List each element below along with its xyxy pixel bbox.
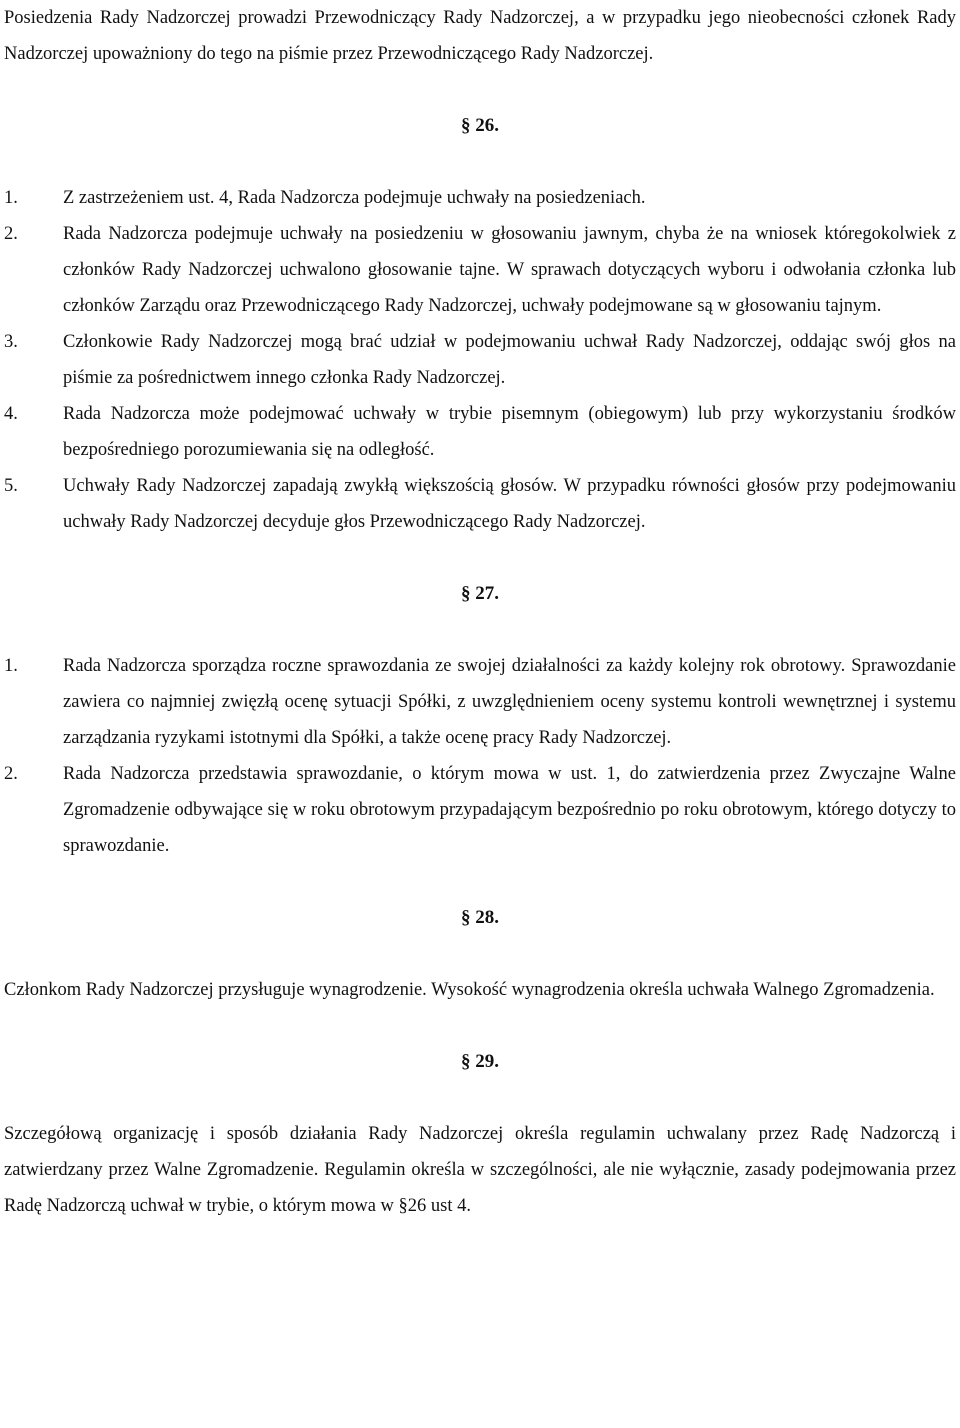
item-number: 4. xyxy=(4,404,18,424)
spacer xyxy=(4,1008,956,1044)
spacer xyxy=(4,540,956,576)
spacer xyxy=(4,144,956,180)
spacer xyxy=(4,864,956,900)
list-item xyxy=(4,648,956,756)
spacer xyxy=(4,1080,956,1116)
spacer xyxy=(4,72,956,108)
intro-paragraph: Posiedzenia Rady Nadzorczej prowadzi Przewodniczący Rady Nadzorczej, a w przypadku jego nieobecności członek Rady Nadzorczej upoważniony do tego na piśmie przez Przewodniczącego Rady Nadzorczej. xyxy=(4,8,956,64)
item-text: Rada Nadzorcza sporządza roczne sprawozdania ze swojej działalności za każdy kolejny rok obrotowy. Sprawozdanie zawiera co najmniej zwięzłą ocenę sytuacji Spółki, z uwzględnieniem oceny systemu kontroli wewnętrznej i systemu zarządzania ryzykami istotnymi dla Spółki, a także ocenę pracy Rady Nadzorczej. xyxy=(63,656,956,748)
item-number: 3. xyxy=(4,332,18,352)
section-28-paragraph: Członkom Rady Nadzorczej przysługuje wynagrodzenie. Wysokość wynagrodzenia określa uchwała Walnego Zgromadzenia. xyxy=(4,980,935,1000)
item-number: 1. xyxy=(4,656,18,676)
spacer xyxy=(4,612,956,648)
list-item xyxy=(4,756,956,864)
list-item xyxy=(4,396,956,468)
list-item xyxy=(4,216,956,324)
item-number: 2. xyxy=(4,224,18,244)
item-text: Rada Nadzorcza przedstawia sprawozdanie, o którym mowa w ust. 1, do zatwierdzenia przez Zwyczajne Walne Zgromadzenie odbywające się w roku obrotowym przypadającym bezpośrednio po roku obrotowym, którego dotyczy to sprawozdanie. xyxy=(63,764,956,856)
section-26-heading: § 26. xyxy=(461,115,499,136)
section-27-heading: § 27. xyxy=(461,583,499,604)
document-page xyxy=(4,0,956,1224)
item-text: Uchwały Rady Nadzorczej zapadają zwykłą większością głosów. W przypadku równości głosów przy podejmowaniu uchwały Rady Nadzorczej decyduje głos Przewodniczącego Rady Nadzorczej. xyxy=(63,476,956,532)
item-number: 2. xyxy=(4,764,18,784)
section-29-paragraph: Szczegółową organizację i sposób działania Rady Nadzorczej określa regulamin uchwalany przez Radę Nadzorczą i zatwierdzany przez Walne Zgromadzenie. Regulamin określa w szczególności, ale nie wyłącznie, zasady podejmowania przez Radę Nadzorczą uchwał w trybie, o którym mowa w §26 ust 4. xyxy=(4,1124,956,1216)
item-text: Członkowie Rady Nadzorczej mogą brać udział w podejmowaniu uchwał Rady Nadzorczej, oddając swój głos na piśmie za pośrednictwem innego członka Rady Nadzorczej. xyxy=(63,332,956,388)
section-28-heading: § 28. xyxy=(461,907,499,928)
list-item xyxy=(4,180,956,216)
list-item xyxy=(4,468,956,540)
item-text: Rada Nadzorcza może podejmować uchwały w trybie pisemnym (obiegowym) lub przy wykorzystaniu środków bezpośredniego porozumiewania się na odległość. xyxy=(63,404,956,460)
item-text: Rada Nadzorcza podejmuje uchwały na posiedzeniu w głosowaniu jawnym, chyba że na wniosek któregokolwiek z członków Rady Nadzorczej uchwalono głosowanie tajne. W sprawach dotyczących wyboru i odwołania członka lub członków Zarządu oraz Przewodniczącego Rady Nadzorczej, uchwały podejmowane są w głosowaniu tajnym. xyxy=(63,224,956,316)
item-text: Z zastrzeżeniem ust. 4, Rada Nadzorcza podejmuje uchwały na posiedzeniach. xyxy=(63,188,646,208)
item-number: 5. xyxy=(4,476,18,496)
item-number: 1. xyxy=(4,188,18,208)
spacer xyxy=(4,936,956,972)
section-29-heading: § 29. xyxy=(461,1051,499,1072)
list-item xyxy=(4,324,956,396)
